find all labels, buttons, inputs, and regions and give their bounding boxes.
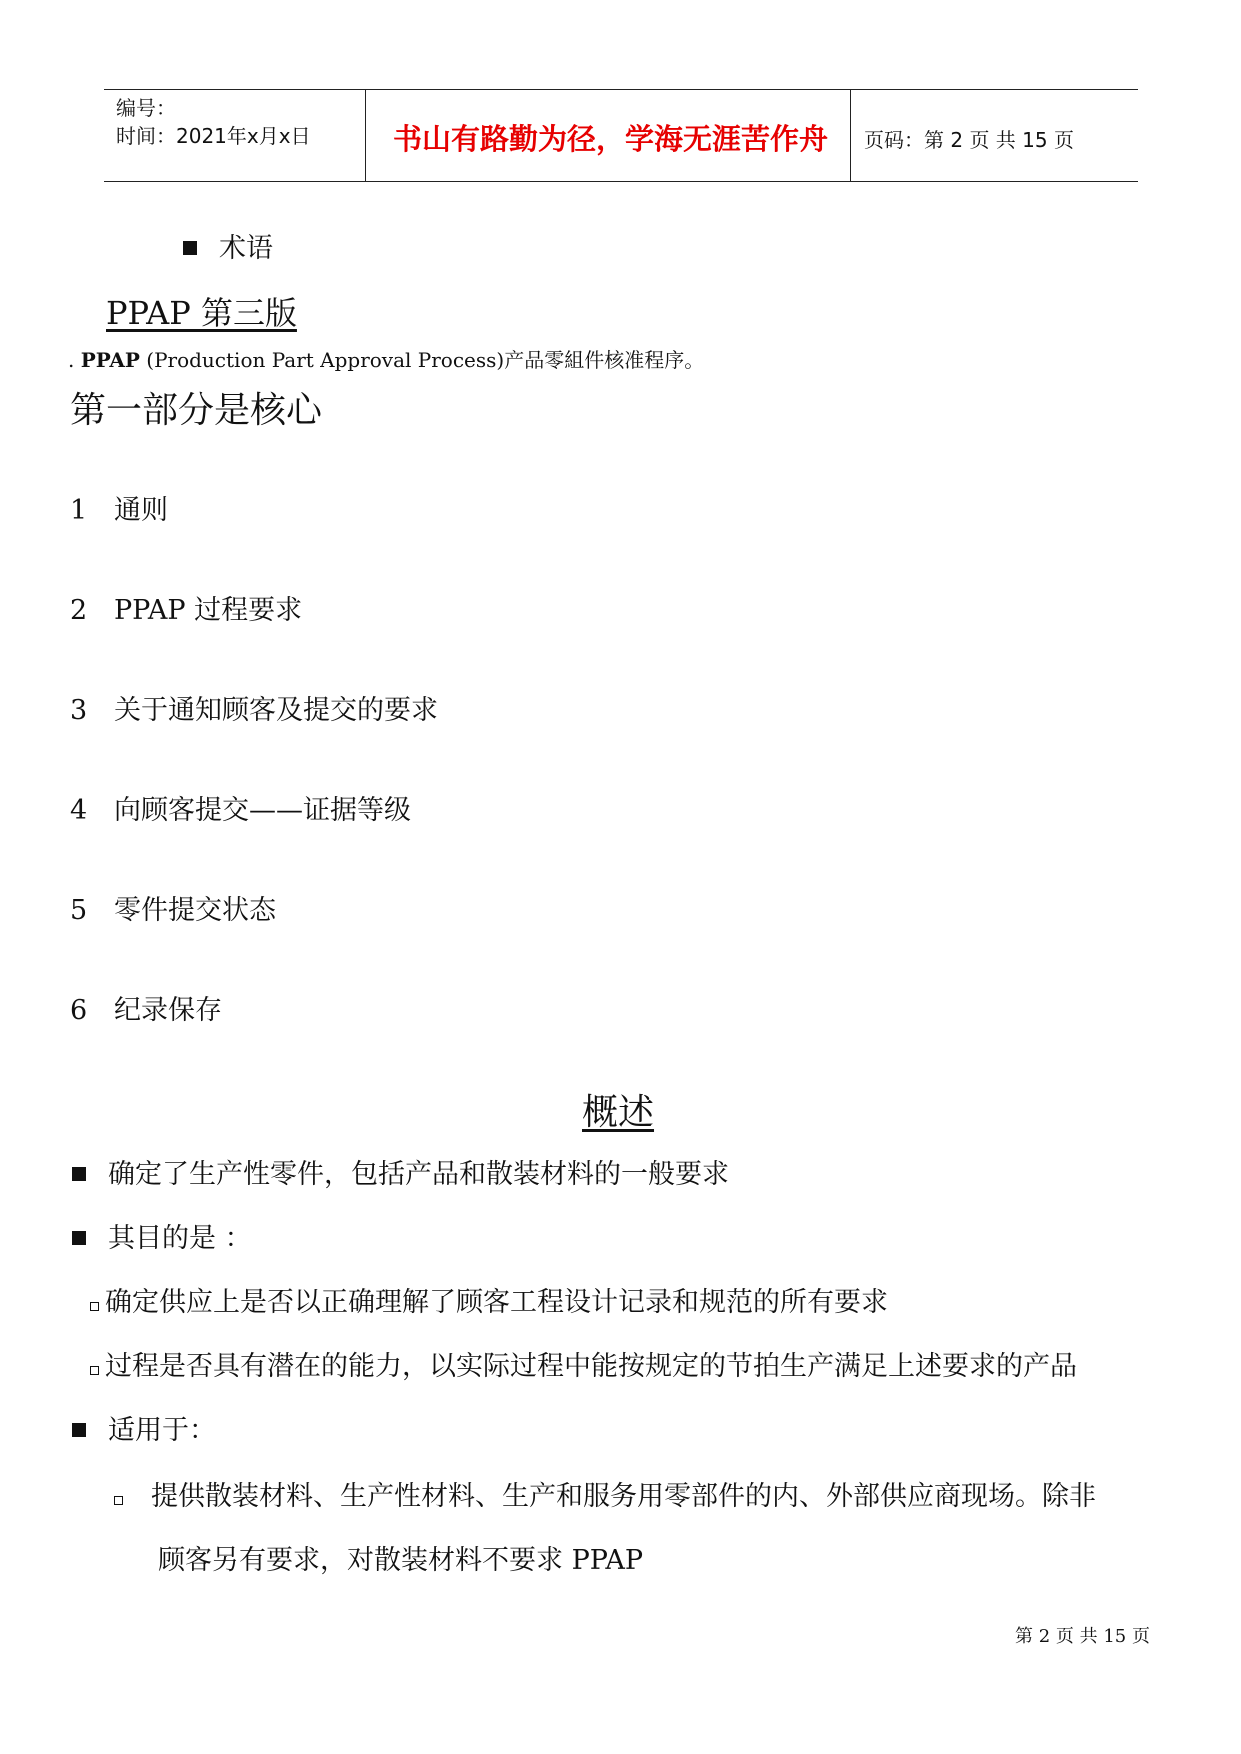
header-page-label: 页码：第 2 页 共 15 页 (864, 128, 1074, 152)
bullet-text: 适用于： (108, 1415, 216, 1446)
toc-number: 5 (70, 895, 88, 926)
toc-number: 1 (70, 495, 88, 526)
sub-bullet-square-icon (114, 1496, 123, 1505)
toc-text: 向顾客提交——证据等级 (114, 795, 411, 826)
header-date: 时间：2021年x月x日 (116, 124, 311, 148)
toc-text: 纪录保存 (114, 995, 222, 1026)
term-heading-text: 术语 (219, 233, 273, 264)
overview-sub-bullet (90, 1344, 1077, 1383)
toc-item (70, 688, 438, 727)
overview-bullet (72, 1216, 252, 1255)
ppap-definition (68, 344, 704, 373)
part-title: 第一部分是核心 (70, 390, 323, 431)
header-code-label: 编号： (116, 96, 176, 120)
bullet-square-icon (183, 241, 197, 255)
sub-bullet-square-icon (90, 1302, 99, 1311)
applies-text-line2: 顾客另有要求，对散装材料不要求 PPAP (158, 1545, 644, 1576)
overview-bullet (72, 1152, 729, 1191)
bullet-text: 其目的是 ： (108, 1223, 252, 1254)
applies-sub-bullet (114, 1474, 1096, 1513)
applies-text-line1: 提供散装材料、生产性材料、生产和服务用零部件的内、外部供应商现场。除非 (151, 1481, 1096, 1512)
toc-item (70, 588, 302, 627)
definition-acronym: PPAP (80, 348, 140, 372)
toc-text: PPAP 过程要求 (114, 595, 303, 626)
toc-number: 3 (70, 695, 88, 726)
toc-item (70, 788, 411, 827)
header-divider-left (365, 89, 366, 182)
toc-number: 2 (70, 595, 88, 626)
footer-page-number: 第 2 页 共 15 页 (1015, 1626, 1150, 1647)
toc-item (70, 888, 276, 927)
bullet-square-icon (72, 1167, 86, 1181)
header-motto: 书山有路勤为径，学海无涯苦作舟 (393, 122, 829, 156)
overview-title: 概述 (582, 1092, 655, 1133)
header-bottom-rule (104, 181, 1138, 182)
ppap-edition: PPAP 第三版 (106, 294, 297, 332)
definition-prefix: . (68, 348, 81, 372)
header-top-rule (104, 89, 1138, 90)
sub-bullet-text: 过程是否具有潜在的能力，以实际过程中能按规定的节拍生产满足上述要求的产品 (105, 1351, 1077, 1382)
toc-number: 4 (70, 795, 88, 826)
header-divider-right (850, 89, 851, 182)
toc-text: 关于通知顾客及提交的要求 (114, 695, 438, 726)
overview-bullet (72, 1408, 216, 1447)
bullet-text: 确定了生产性零件，包括产品和散装材料的一般要求 (108, 1159, 729, 1190)
toc-item (70, 988, 222, 1027)
bullet-square-icon (72, 1231, 86, 1245)
overview-sub-bullet (90, 1280, 888, 1319)
toc-text: 通则 (114, 495, 168, 526)
bullet-square-icon (72, 1423, 86, 1437)
sub-bullet-square-icon (90, 1366, 99, 1375)
toc-number: 6 (70, 995, 88, 1026)
toc-item (70, 488, 168, 527)
term-heading (183, 226, 273, 265)
toc-text: 零件提交状态 (114, 895, 276, 926)
sub-bullet-text: 确定供应上是否以正确理解了顾客工程设计记录和规范的所有要求 (105, 1287, 888, 1318)
definition-text: (Production Part Approval Process)产品零組件核准程序。 (139, 348, 705, 372)
